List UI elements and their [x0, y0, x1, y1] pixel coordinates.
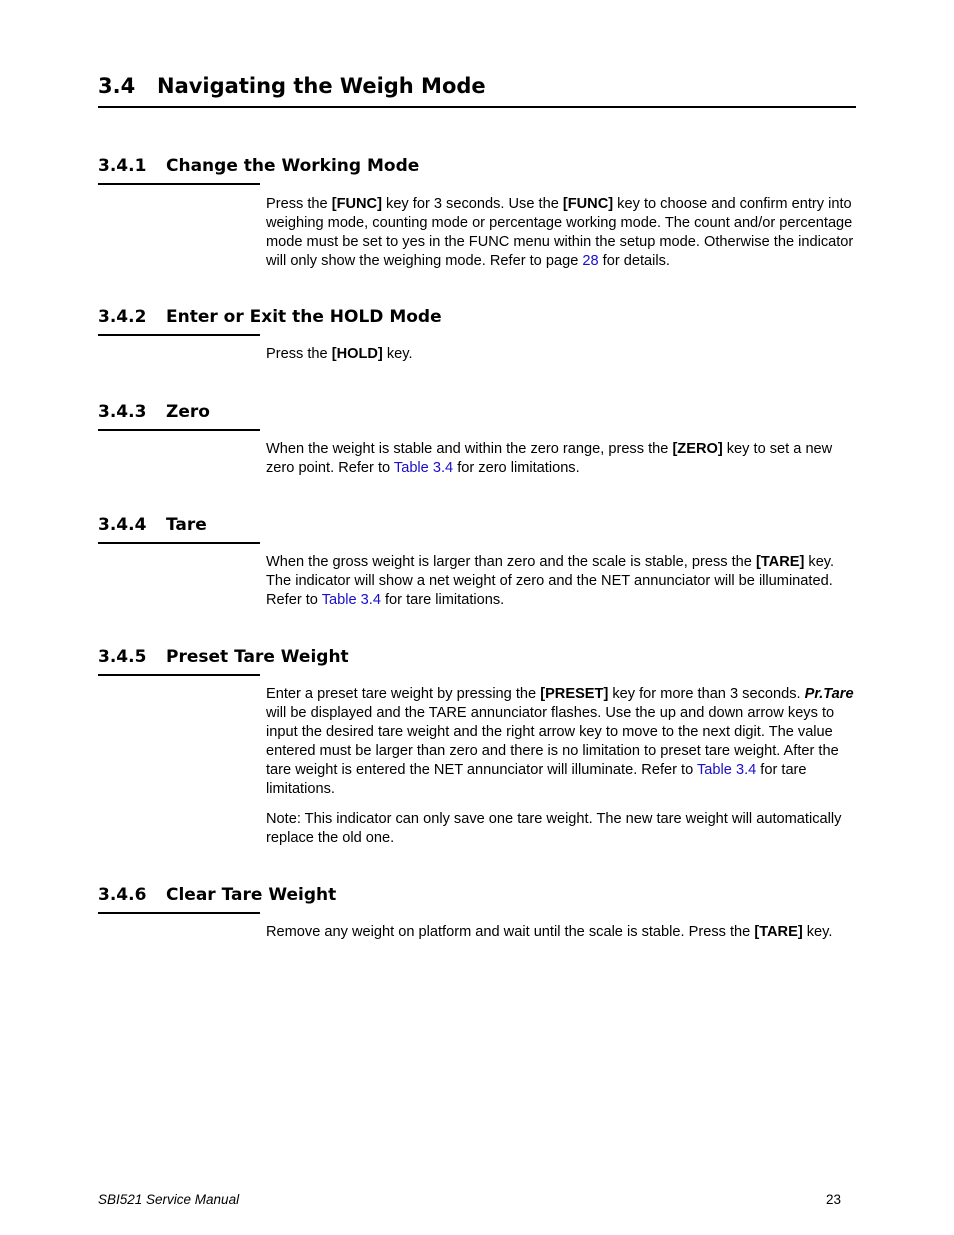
subsection-number: 3.4.5: [98, 647, 147, 667]
subsection-rule: [98, 334, 260, 336]
page-link[interactable]: 28: [582, 252, 599, 269]
subsection-title: Zero: [166, 402, 210, 422]
section-heading: [98, 74, 856, 108]
subsection-title: Clear Tare Weight: [166, 885, 337, 905]
subsection-number: 3.4.4: [98, 515, 147, 535]
zero-paragraph: When the weight is stable and within the zero range, press the [ZERO] key to set a new zero point. Refer to Table 3.4 for zero limitations.: [266, 441, 833, 476]
subsection-heading-clear-tare: [98, 885, 337, 905]
subsection-rule: [98, 183, 260, 185]
section-number: 3.4: [98, 74, 136, 98]
table-link[interactable]: Table 3.4: [393, 459, 454, 476]
subsection-heading-working-mode: [98, 156, 420, 176]
subsection-heading-preset-tare: [98, 647, 349, 667]
hold-key-label: [HOLD]: [331, 346, 383, 362]
subsection-title: Tare: [166, 515, 207, 535]
subsection-heading-tare: [98, 515, 260, 535]
table-link[interactable]: Table 3.4: [697, 761, 757, 778]
tare-key-label: [TARE]: [754, 924, 803, 940]
footer-manual-title: SBI521 Service Manual: [98, 1192, 240, 1207]
working-mode-paragraph: Press the [FUNC] key for 3 seconds. Use the [FUNC] key to choose and confirm entry into weighing mode, counting mode or percentage working mode. The count and/or percentage mode must be set to yes in the FUNC menu within the setup mode. Otherwise the indicator will only show the weighing mode. Refer to page 28 for details.: [266, 196, 854, 269]
subsection-title: Preset Tare Weight: [166, 647, 349, 667]
func-key-label: [FUNC]: [331, 196, 382, 212]
clear-tare-paragraph: Remove any weight on platform and wait until the scale is stable. Press the [TARE] key.: [266, 924, 833, 940]
preset-key-label: [PRESET]: [540, 686, 609, 702]
tare-key-label: [TARE]: [755, 554, 805, 570]
footer-page-number: 23: [826, 1192, 842, 1207]
subsection-title: Enter or Exit the HOLD Mode: [166, 307, 442, 327]
table-link[interactable]: Table 3.4: [321, 591, 381, 608]
section-title: Navigating the Weigh Mode: [157, 74, 486, 98]
zero-key-label: [ZERO]: [672, 441, 723, 457]
hold-mode-paragraph: Press the [HOLD] key.: [266, 346, 413, 362]
subsection-number: 3.4.3: [98, 402, 147, 422]
subsection-title: Change the Working Mode: [166, 156, 420, 176]
subsection-heading-zero: [98, 402, 260, 422]
tare-paragraph: When the gross weight is larger than zero and the scale is stable, press the [TARE] key. The indicator will show a net weight of zero and the NET annunciator will be illuminated. Refer to Table 3.4 for tare limitations.: [266, 554, 835, 608]
subsection-rule: [98, 429, 260, 431]
subsection-number: 3.4.6: [98, 885, 147, 905]
subsection-rule: [98, 542, 260, 544]
pr-tare-display-text: Pr.Tare: [804, 686, 854, 702]
func-key-label: [FUNC]: [562, 196, 614, 212]
subsection-rule: [98, 674, 260, 676]
subsection-number: 3.4.2: [98, 307, 147, 327]
preset-tare-note: Note: This indicator can only save one tare weight. The new tare weight will automatically replace the old one.: [266, 811, 842, 846]
subsection-number: 3.4.1: [98, 156, 147, 176]
preset-tare-paragraph: Enter a preset tare weight by pressing the [PRESET] key for more than 3 seconds. Pr.Tare will be displayed and the TARE annunciator flashes. Use the up and down arrow keys to input the desired tare weight and the right arrow key to move to the next digit. The value entered must be larger than zero and there is no limitation to preset tare weight. After the tare weight is entered the NET annunciator will illuminate. Refer to Table 3.4 for tare limitations.: [266, 686, 854, 797]
subsection-heading-hold-mode: [98, 307, 442, 327]
subsection-rule: [98, 912, 260, 914]
